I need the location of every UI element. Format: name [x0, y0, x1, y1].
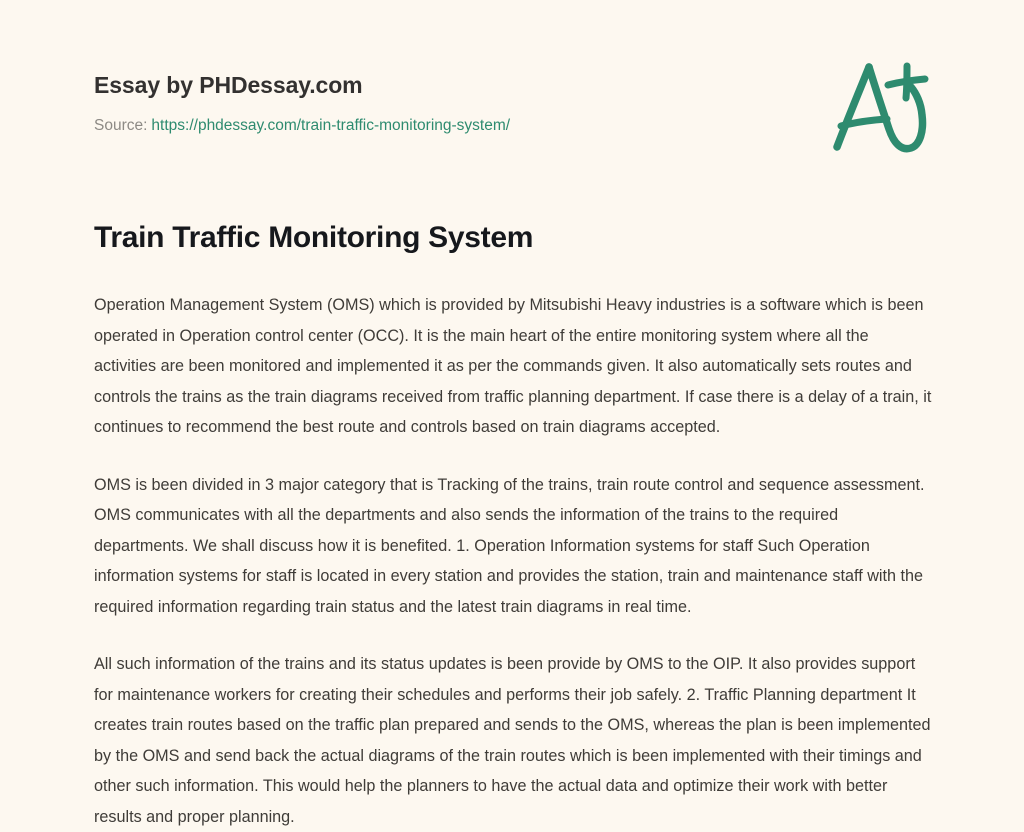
article-paragraph: OMS is been divided in 3 major category that is Tracking of the trains, train route control and sequence assessment. OMS communicates with all the departments and also sends the information of the trains to the required departments. We shall discuss how it is benefited. 1. Operation Information systems for staff Such Operation information systems for staff is located in every station and provides the station, train and maintenance staff with the required information regarding train status and the latest train diagrams in real time. [94, 475, 925, 616]
article-body [94, 290, 932, 832]
brand-block [94, 70, 794, 137]
source-line [94, 115, 794, 137]
page-header [0, 0, 1024, 180]
article-paragraph: All such information of the trains and its status updates is been provide by OMS to the OIP. It also provides support for maintenance workers for creating their schedules and performs their job safely. 2. Traffic Planning department It creates train routes based on the traffic plan prepared and sends to the OMS, whereas the plan is been implemented by the OMS and send back the actual diagrams of the train routes which is been implemented with their timings and other such information. This would help the planners to have the actual data and optimize their work with better results and proper planning. [94, 655, 931, 826]
page-title: Train Traffic Monitoring System [94, 221, 534, 254]
source-url-link[interactable]: https://phdessay.com/train-traffic-monitoring-system/ [151, 117, 511, 134]
article-paragraph: Operation Management System (OMS) which is provided by Mitsubishi Heavy industries is a software which is been operated in Operation control center (OCC). It is the main heart of the entire monitoring system where all the activities are been monitored and implemented it as per the commands given. It also automatically sets routes and controls the trains as the train diagrams received from traffic planning department. If case there is a delay of a train, it continues to recommend the best route and controls based on train diagrams accepted. [94, 296, 932, 436]
brand-title: Essay by PHDessay.com [94, 72, 363, 98]
article [94, 218, 932, 832]
aplus-logo-icon [812, 52, 952, 164]
source-label: Source: [94, 117, 148, 134]
